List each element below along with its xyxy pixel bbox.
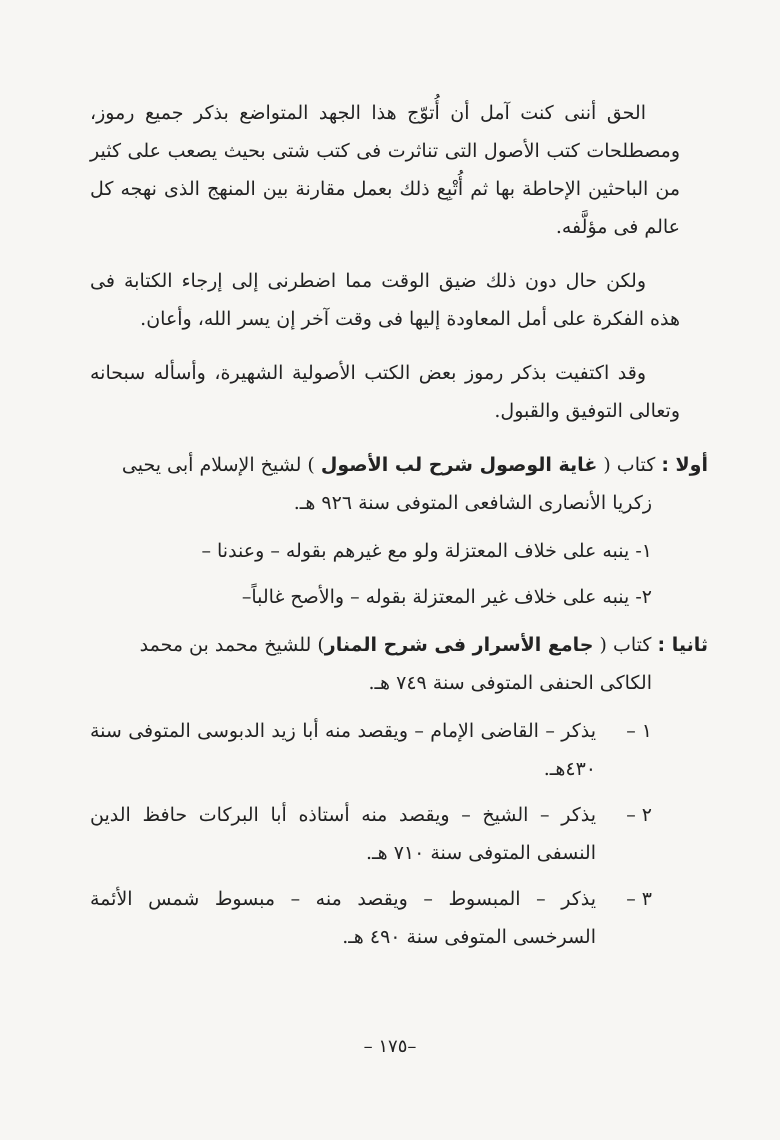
entry-first-book-title: غاية الوصول شرح لب الأصول	[320, 454, 598, 476]
entry-first	[90, 446, 708, 522]
list-item-number: ١ –	[626, 720, 652, 742]
entry-first-label: أولا :	[661, 454, 708, 476]
entry-second-post: ) للشيخ محمد بن محمد	[139, 634, 325, 656]
list-item-number: ٣ –	[626, 888, 652, 910]
entry-second-book-title: جامع الأسرار فى شرح المنار	[324, 634, 594, 656]
entry-second-heading	[90, 626, 708, 664]
entry-second-pre: كتاب (	[593, 634, 658, 656]
list-item	[90, 880, 652, 956]
entry-second-items	[90, 712, 680, 956]
entry-second	[90, 626, 708, 702]
paragraph-2: ولكن حال دون ذلك ضيق الوقت مما اضطرنى إلى إرجاء الكتابة فى هذه الفكرة على أمل المعاودة إليها فى وقت آخر إن يسر الله، وأعان.	[90, 270, 680, 330]
list-item-text: ٢- ينبه على خلاف غير المعتزلة بقوله – والأصح غالباً–	[241, 586, 652, 608]
entry-first-post: ) لشيخ الإسلام أبى يحيى	[121, 454, 321, 476]
list-item-text: يذكر – القاضى الإمام – ويقصد منه أبا زيد الدبوسى المتوفى سنة ٤٣٠هـ.	[90, 720, 596, 780]
entry-first-heading	[90, 446, 708, 484]
entry-first-items	[90, 532, 680, 616]
page-number: –١٧٥ –	[363, 1036, 417, 1057]
paragraph-1: الحق أننى كنت آمل أن أُتوّج هذا الجهد المتواضع بذكر جميع رموز، ومصطلحات كتب الأصول التى تناثرت فى كتب شتى بحيث يصعب على كثير من الباحثين الإحاطة بها ثم أُتْبِع ذلك بعمل مقارنة بين المنهج الذى نهجه كل عالم فى مؤلَّفه.	[90, 102, 680, 238]
entry-second-label: ثانيا :	[657, 634, 708, 656]
list-item-text: يذكر – الشيخ – ويقصد منه أستاذه أبا البركات حافظ الدين النسفى المتوفى سنة ٧١٠ هـ.	[90, 804, 596, 864]
entry-first-continuation: زكريا الأنصارى الشافعى المتوفى سنة ٩٢٦ هـ.	[293, 492, 652, 514]
list-item	[90, 532, 652, 570]
entry-second-continuation: الكاكى الحنفى المتوفى سنة ٧٤٩ هـ.	[368, 672, 652, 694]
page-body	[90, 94, 708, 966]
list-item	[90, 578, 652, 616]
paragraph-3: وقد اكتفيت بذكر رموز بعض الكتب الأصولية الشهيرة، وأسأله سبحانه وتعالى التوفيق والقبول.	[90, 362, 680, 422]
list-item-number: ٢ –	[626, 804, 652, 826]
list-item	[90, 712, 652, 788]
list-item-text: ١- ينبه على خلاف المعتزلة ولو مع غيرهم بقوله – وعندنا –	[201, 540, 652, 562]
list-item	[90, 796, 652, 872]
entry-first-pre: كتاب (	[597, 454, 662, 476]
list-item-text: يذكر – المبسوط – ويقصد منه – مبسوط شمس الأئمة السرخسى المتوفى سنة ٤٩٠ هـ.	[90, 888, 596, 948]
